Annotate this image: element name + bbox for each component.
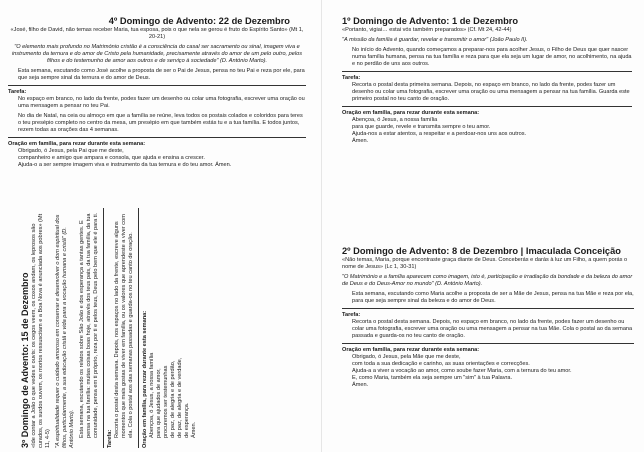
advent1-title: 1º Domingo de Advento: 1 de Dezembro [342,16,519,26]
prayer-line: de paz, de alegria e de verdade, [177,357,183,438]
advent4-citation: «José, filho de David, não temas receber Maria, tua esposa, pois o que nela se gerou é fruto do Espírito Santo» (Mt 1, 20-21) [10,27,304,40]
advent2-task-1: Recorta o postal desta semana. Depois, no espaço em branco, no lado da frente, podes fazer um desenho ou colar uma fotografia, escrever uma oração ou uma mensagem a pensar na tua Mãe. Cola o postal ao da semana passada e guarda-os no teu canto de oração. [352,319,633,339]
advent1-rule [342,71,632,72]
page-divider [321,0,322,452]
advent4-task-label: Tarefa: [8,89,27,95]
advent3-section [20,208,245,448]
advent3-quote: "A espiritualidade requer o cuidado amoroso em conservar e desenvolver o dom espiritual dos filhos, particularmente, a sua educação cristã e vida para a vocação humana e cristã" (D. António Marto). [55,214,75,448]
advent4-rule-2 [8,137,306,138]
prayer-line: E, como Maria, também ela seja sempre um "sim" à tua Palavra. [352,375,513,381]
advent2-quote: "O Matrimónio e a família aparecem como imagem, isto é, participação e irradiação da bondade e da beleza do amor de Deus e do Deus-Amor no mundo" (D. António Marto). [342,274,633,287]
prayer-line: companheiro e amigo que ampara e consola, que ajuda e ensina a crescer. [18,155,205,161]
advent1-prayer-label: Oração em família, para rezar durante esta semana: [342,110,480,116]
prayer-line: Abençoa, ó Jesus, a nossa família [149,352,155,438]
advent1-prayer [342,117,632,145]
advent4-rule [8,85,306,86]
prayer-line: de esperança. [184,402,190,438]
advent1-quote: "A missão da família é guardar, revelar e transmitir o amor" (João Paulo II). [342,37,528,43]
prayer-line: Ajuda-o a ser sempre imagem viva e instrumento da tua ternura e do teu amor. Ámen. [18,162,232,168]
prayer-line: Ámen. [352,382,369,388]
advent2-prayer [342,354,634,389]
advent3-task-1: Recorta o postal desta semana. Depois, nos espaços no lado da frente, escreve alguns momentos que mais gostas de viver em família, ou os valores que aprendeste a viver com ela. Cola o postal aos das semanas passadas e guarda-os no teu canto de oração. [114,214,134,438]
advent2-rule-2 [342,343,634,344]
advent1-section [342,16,632,145]
advent3-citation: «Ide contar a João o que vedes e ouvis: os cegos veem, os coxos andam, os leprosos são curados, os surdos ouvem, os mortos ressuscitam e a Boa Nova é anunciada aos pobres» (Mt 11, 4-5) [31,213,51,448]
prayer-line: Ámen. [191,421,197,438]
advent2-citation: «Não temas, Maria, porque encontraste graça diante de Deus. Conceberás e darás à luz um Filho, a quem porás o nome de Jesus» (Lc 1, 30-31) [342,257,628,270]
prayer-line: Ajuda-nos a estar atentos, a respeitar e a perdoar-nos uns aos outros. [352,131,527,137]
advent2-rule [342,308,634,309]
prayer-line: Abençoa, ó Jesus, a nossa família [352,117,438,123]
prayer-line: Obrigado, ó Jesus, pela Pai que me deste, [18,148,124,154]
advent1-week-text: No início do Advento, quando começamos a preparar-nos para acolher Jesus, o Filho de Deus que quer nascer numa família humana, pensa na tua família e reza para que ela seja um lugar de amor, no acolhimento, na ajuda e no perdão de uns aos outros. [352,47,632,67]
prayer-line: com toda a sua dedicação e carinho, as suas orientações e correcções. [352,361,530,367]
prayer-line: para que ajudados de amor, [156,368,162,438]
advent3-prayer [149,208,198,448]
advent1-task-1: Recorta o postal desta primeira semana. Depois, no espaço em branco, no lado da frente, podes fazer um desenho ou colar uma fotografia, escrever uma oração ou uma mensagem a pensar na tua família. Guarda este primeiro postal no teu canto de oração. [352,82,630,102]
advent2-task-label: Tarefa: [342,312,361,318]
advent2-section [342,246,634,389]
advent1-task-label: Tarefa: [342,75,361,81]
advent4-task-2: No dia de Natal, na ceia ou almoço em que a família se reúne, leva todos os postais colados e coloridos para teres o teu presépio completo no centro da mesa, um presépio em que também estás tu e a tua família. E todos juntos, rezem todas as orações das 4 semanas. [18,113,303,133]
advent4-quote: "O elemento mais profundo no Matrimónio cristão é a consciência do casal ser sacramento ou sinal, imagem viva e instrumento da ternura e do amor de Cristo pela humanidade, precisamente através do amor de um pelo outro, pelos filhos e do testemunho de amor aos outros e de serviço à sociedade" (D. António Marto). [11,44,303,64]
prayer-line: Ámen. [352,138,369,144]
advent3-title: 3º Domingo de Advento: 15 de Dezembro [20,272,30,448]
advent3-week-text: Esta semana, escutando os relatos sobre São João e dos esperança a tantas gentes. E pensa na tua família: muitas coisas boas hoje, através dos teus pais, da tua família, da tua comunidade, pensa em ti próprio, reza por ti e pelos teus, Deus pelo bem que ele é para ti. [79,212,99,438]
prayer-line: procuremos ser testemunhas [163,365,169,438]
prayer-line: Obrigado, ó Jesus, pela Mãe que me deste, [352,354,461,360]
advent3-task-label: Tarefa: [107,429,113,448]
advent4-prayer-label: Oração em família, para rezar durante esta semana: [8,141,146,147]
prayer-line: de paz, de alegria e de perdão, [170,360,176,438]
advent2-title: 2º Domingo de Advento: 8 de Dezembro | Imaculada Conceição [342,246,621,256]
advent4-week-text: Esta semana, escutando como José acolhe a proposta de ser o Pai de Jesus, pensa no teu Pai e reza por ele, para que seja sempre sinal da ternura e do amor de Deus. [18,68,305,81]
prayer-line: Ajuda-a a viver a vocação ao amor, como soube fazer Maria, com a ternura do teu amor. [352,368,572,374]
advent3-rule [103,208,104,448]
advent4-task-1: No espaço em branco, no lado da frente, podes fazer um desenho ou colar uma fotografia, escrever uma oração ou uma mensagem a pensar no teu Pai. [18,96,305,109]
advent1-citation: «Portanto, vigiai… estai vós também preparados» (Cf. Mt 24, 42-44) [342,27,512,33]
prayer-line: para que guarde, revele e transmita sempre o teu amor. [352,124,491,130]
advent4-section [8,16,306,169]
advent2-prayer-label: Oração em família, para rezar durante esta semana: [342,347,480,353]
advent1-rule-2 [342,106,632,107]
advent2-week-text: Esta semana, escutando como Maria acolhe a proposta de ser a Mãe de Jesus, pensa na tua Mãe e reza por ela, para que seja sempre sinal da beleza e do amor de Deus. [352,291,634,304]
advent4-title: 4º Domingo de Advento: 22 de Dezembro [108,16,290,26]
advent4-prayer [8,148,306,169]
advent3-rule-2 [138,208,139,448]
advent3-prayer-label: Oração em família, para rezar durante esta semana: [142,310,148,448]
